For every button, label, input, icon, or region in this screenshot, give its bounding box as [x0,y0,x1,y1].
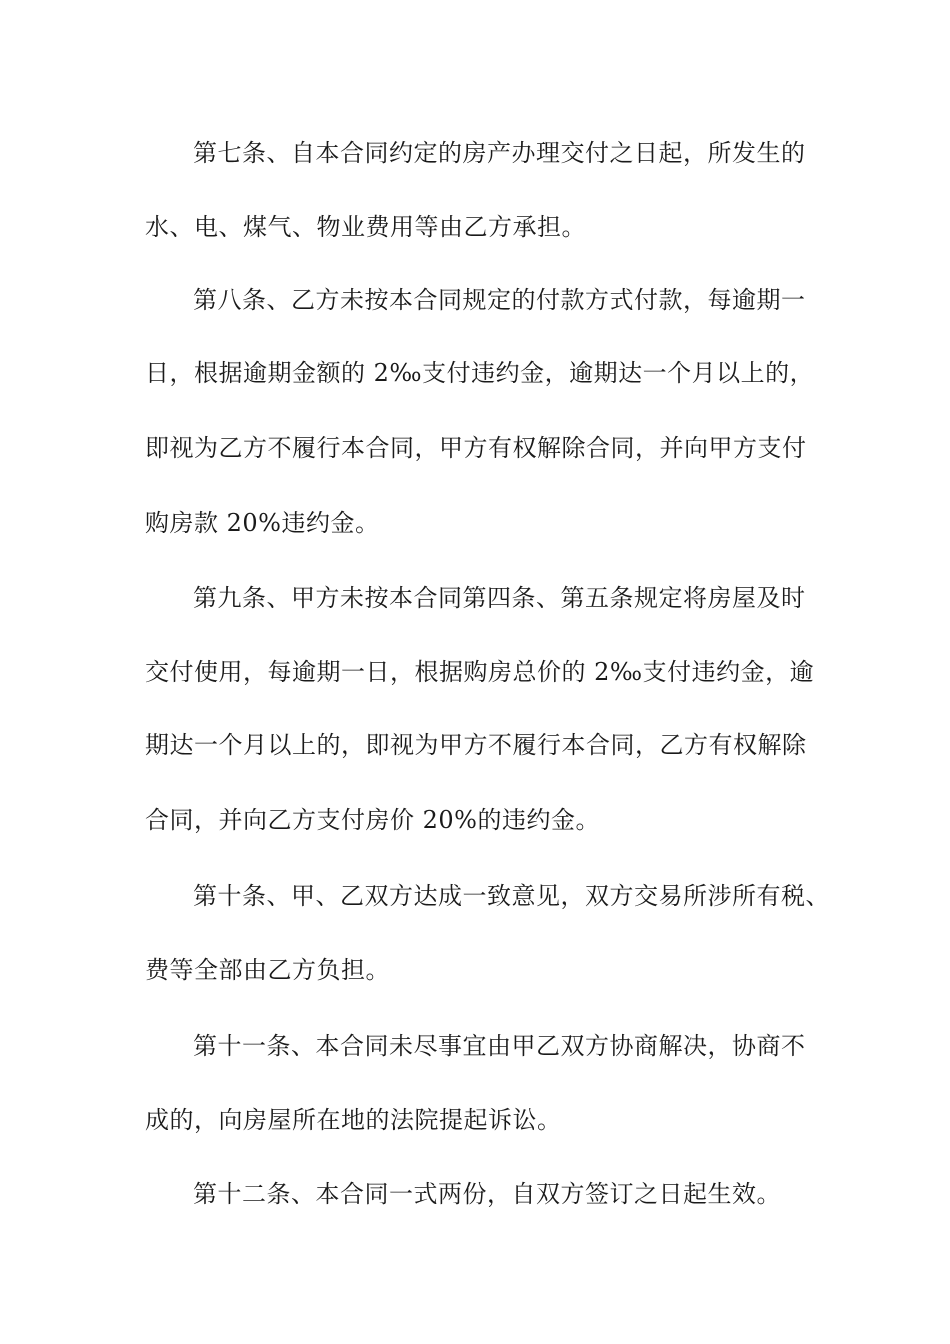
article-10-line-2: 费等全部由乙方负担。 [145,956,390,984]
article-8-line-1: 第八条、乙方未按本合同规定的付款方式付款，每逾期一 [193,286,806,314]
article-7-line-1: 第七条、自本合同约定的房产办理交付之日起，所发生的 [193,139,806,167]
article-9-line-4: 合同，并向乙方支付房价 20%的违约金。 [145,806,600,834]
article-8-line-2: 日，根据逾期金额的 2‰支付违约金，逾期达一个月以上的， [145,359,815,387]
article-7-line-2: 水、电、煤气、物业费用等由乙方承担。 [145,213,586,241]
article-11-line-1: 第十一条、本合同未尽事宜由甲乙双方协商解决，协商不 [193,1032,806,1060]
article-12-line-1: 第十二条、本合同一式两份，自双方签订之日起生效。 [193,1180,781,1208]
article-9-line-2: 交付使用，每逾期一日，根据购房总价的 2‰支付违约金，逾 [145,658,815,686]
article-8-line-3: 即视为乙方不履行本合同，甲方有权解除合同，并向甲方支付 [145,434,807,462]
article-8-line-4: 购房款 20%违约金。 [145,509,380,537]
article-11-line-2: 成的，向房屋所在地的法院提起诉讼。 [145,1106,562,1134]
article-9-line-1: 第九条、甲方未按本合同第四条、第五条规定将房屋及时 [193,584,806,612]
article-10-line-1: 第十条、甲、乙双方达成一致意见，双方交易所涉所有税、 [193,882,830,910]
article-9-line-3: 期达一个月以上的，即视为甲方不履行本合同，乙方有权解除 [145,731,807,759]
